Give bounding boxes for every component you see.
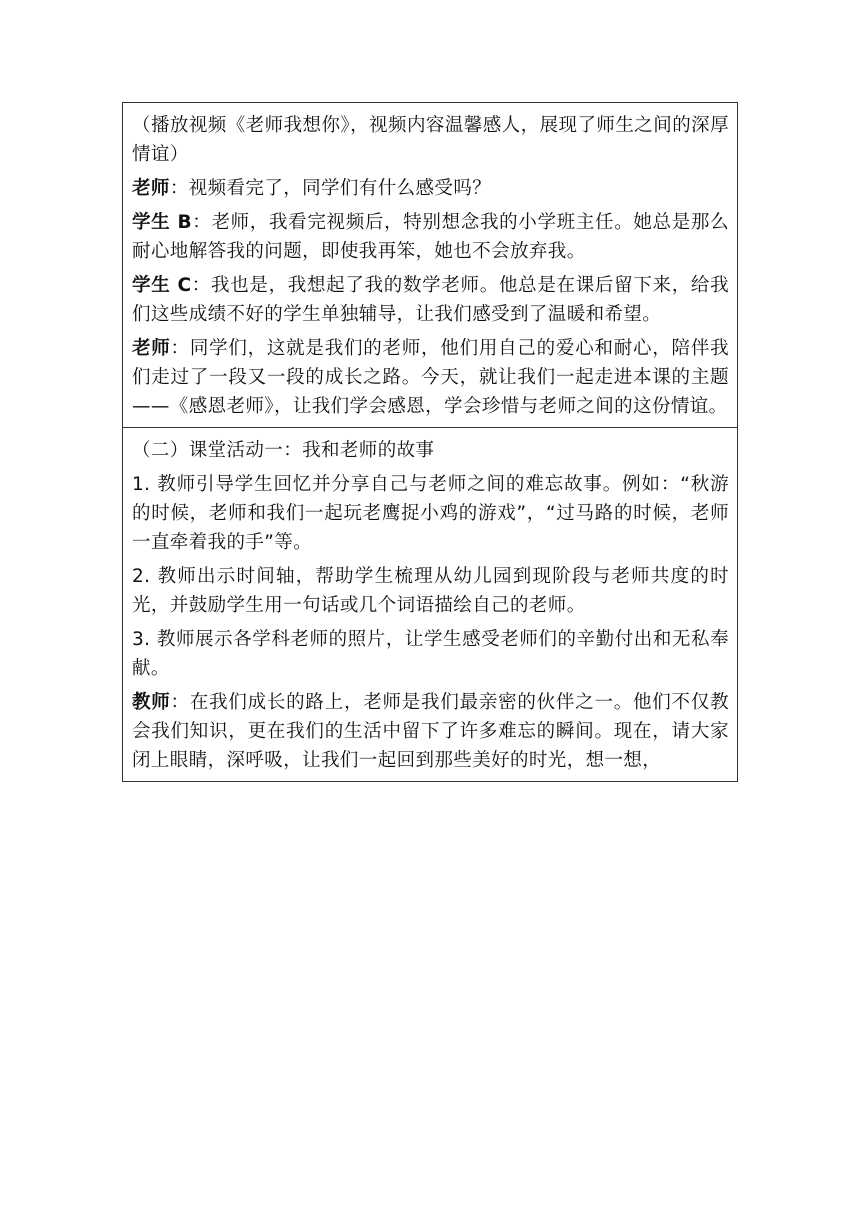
paragraph-teacher-summary bbox=[132, 334, 729, 421]
activity-step-2 bbox=[132, 562, 729, 620]
paragraph-text: ：在我们成长的路上，老师是我们最亲密的伙伴之一。他们不仅教会我们知识，更在我们的生活中留下了许多难忘的瞬间。现在，请大家闭上眼睛，深呼吸，让我们一起回到那些美好的时光，想一想， bbox=[132, 692, 729, 771]
paragraph-text: （播放视频《老师我想你》，视频内容温馨感人，展现了师生之间的深厚情谊） bbox=[132, 115, 729, 165]
paragraph-text: ：老师，我看完视频后，特别想念我的小学班主任。她总是那么耐心地解答我的问题，即使我再笨，她也不会放弃我。 bbox=[132, 212, 729, 262]
paragraph-text: ：我也是，我想起了我的数学老师。他总是在课后留下来，给我们这些成绩不好的学生单独辅导，让我们感受到了温暖和希望。 bbox=[132, 275, 730, 325]
speaker-label: 老师 bbox=[132, 338, 171, 359]
table-cell-video-discussion bbox=[123, 103, 737, 427]
paragraph-text: 2. 教师出示时间轴，帮助学生梳理从幼儿园到现阶段与老师共度的时光，并鼓励学生用一句话或几个词语描绘自己的老师。 bbox=[132, 566, 729, 616]
paragraph-text: 1. 教师引导学生回忆并分享自己与老师之间的难忘故事。例如：“秋游的时候，老师和我们一起玩老鹰捉小鸡的游戏”，“过马路的时候，老师一直牵着我的手”等。 bbox=[132, 474, 729, 553]
paragraph-text: ：视频看完了，同学们有什么感受吗？ bbox=[169, 178, 492, 199]
section-heading: （二）课堂活动一：我和老师的故事 bbox=[132, 440, 435, 461]
paragraph-video-intro bbox=[132, 111, 729, 169]
paragraph-teacher-question bbox=[132, 174, 729, 203]
speaker-label: 学生 B bbox=[132, 212, 192, 233]
paragraph-text: 3. 教师展示各学科老师的照片，让学生感受老师们的辛勤付出和无私奉献。 bbox=[132, 629, 729, 679]
paragraph-student-c bbox=[132, 271, 729, 329]
lesson-table bbox=[122, 102, 738, 782]
table-cell-activity-one bbox=[123, 427, 737, 781]
activity-step-1 bbox=[132, 470, 729, 557]
activity-step-3 bbox=[132, 625, 729, 683]
speaker-label: 学生 C bbox=[132, 275, 192, 296]
paragraph-student-b bbox=[132, 208, 729, 266]
speaker-label: 教师 bbox=[132, 692, 171, 713]
speaker-label: 老师 bbox=[132, 178, 170, 199]
paragraph-teacher-guidance bbox=[132, 688, 729, 775]
paragraph-text: ：同学们，这就是我们的老师，他们用自己的爱心和耐心，陪伴我们走过了一段又一段的成长之路。今天，就让我们一起走进本课的主题——《感恩老师》，让我们学会感恩，学会珍惜与老师之间的这份情谊。 bbox=[132, 338, 729, 417]
